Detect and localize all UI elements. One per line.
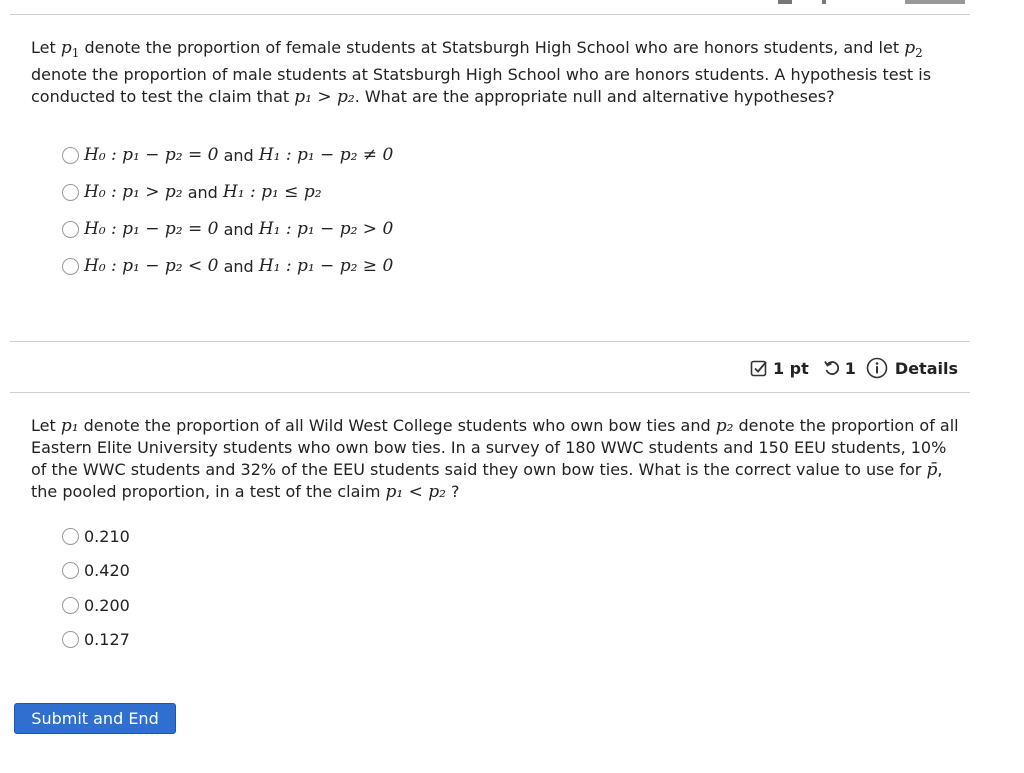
q1-option-2[interactable]: H₀ : p₁ > p₂ and H₁ : p₁ ≤ p₂ bbox=[62, 179, 322, 205]
radio-button[interactable] bbox=[62, 597, 79, 614]
radio-button[interactable] bbox=[62, 221, 79, 238]
q2-option-2[interactable]: 0.420 bbox=[62, 557, 130, 583]
q1-option-1[interactable]: H₀ : p₁ − p₂ = 0 and H₁ : p₁ − p₂ ≠ 0 bbox=[62, 142, 393, 168]
q2-option-4[interactable]: 0.127 bbox=[62, 626, 130, 652]
checkbox-pencil-icon bbox=[750, 359, 768, 377]
question-2-meta bbox=[750, 357, 958, 379]
submit-and-end-button[interactable]: Submit and End bbox=[14, 703, 176, 734]
top-divider bbox=[10, 14, 970, 15]
question-divider bbox=[10, 341, 970, 342]
q1-option-3[interactable]: H₀ : p₁ − p₂ = 0 and H₁ : p₁ − p₂ > 0 bbox=[62, 216, 393, 242]
meta-divider bbox=[10, 392, 970, 393]
top-tab-marker bbox=[905, 0, 965, 4]
radio-button[interactable] bbox=[62, 631, 79, 648]
top-tab-marker bbox=[822, 0, 826, 4]
question-2-text: Let p₁ denote the proportion of all Wild West College students who own bow ties and p₂ denote the proportion of all Eastern Elite University students who own bow ties. In a survey of 180 WWC students and 150 EEU students, 10% of the WWC students and 32% of the EEU students said they own bow ties. What is the correct value to use for p̄, the pooled proportion, in a test of the claim p₁ < p₂ ? bbox=[31, 416, 959, 502]
info-icon[interactable] bbox=[866, 357, 888, 379]
radio-button[interactable] bbox=[62, 528, 79, 545]
points-label: 1 pt bbox=[772, 358, 809, 378]
top-tab-marker bbox=[778, 0, 792, 4]
radio-button[interactable] bbox=[62, 147, 79, 164]
radio-button[interactable] bbox=[62, 562, 79, 579]
q2-option-1[interactable]: 0.210 bbox=[62, 523, 130, 549]
attempts-count: 1 bbox=[844, 358, 856, 378]
q1-option-4[interactable]: H₀ : p₁ − p₂ < 0 and H₁ : p₁ − p₂ ≥ 0 bbox=[62, 253, 393, 279]
q2-option-3[interactable]: 0.200 bbox=[62, 592, 130, 618]
retry-icon bbox=[823, 359, 841, 377]
radio-button[interactable] bbox=[62, 184, 79, 201]
details-link[interactable]: Details bbox=[894, 358, 958, 378]
radio-button[interactable] bbox=[62, 258, 79, 275]
question-1-text: Let $p_1$ denote the proportion of female students at Statsburgh High School who are honors students, and let $p_2$ denote the proportion of male students at Statsburgh High School who are honors students. A hypothesis test is conducted to test the claim that p₁ > p₂. What are the appropriate null and alternative hypotheses? bbox=[31, 38, 932, 108]
